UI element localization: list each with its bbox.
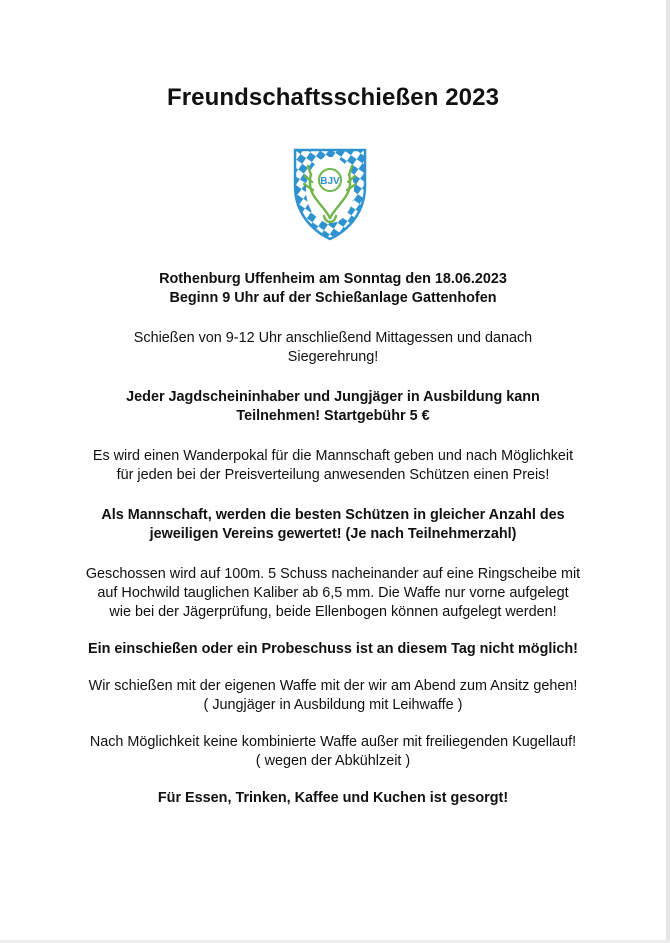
trophy-line-1: Es wird einen Wanderpokal für die Mannschaft geben und nach Möglichkeit: [92, 448, 574, 464]
page-edge-shadow: [666, 0, 670, 943]
no-practice-notice: Ein einschießen oder ein Probeschuss ist an diesem Tag nicht möglich!: [88, 641, 578, 657]
food-notice: Für Essen, Trinken, Kaffee und Kuchen ist gesorgt!: [157, 790, 509, 806]
schedule-line-2: Siegerehrung!: [287, 349, 379, 365]
eligibility-line-1: Jeder Jagdscheininhaber und Jungjäger in Ausbildung kann: [126, 389, 540, 405]
team-line-1: Als Mannschaft, werden die besten Schützen in gleicher Anzahl des: [101, 507, 565, 523]
page-title: Freundschaftsschießen 2023: [166, 84, 500, 111]
combined-weapon-line-2: ( wegen der Abkühlzeit ): [255, 753, 411, 769]
weapon-line-2: ( Jungjäger in Ausbildung mit Leihwaffe ): [203, 697, 463, 713]
event-location: Rothenburg Uffenheim am Sonntag den 18.06.2023: [159, 271, 507, 287]
combined-weapon-line-1: Nach Möglichkeit keine kombinierte Waffe außer mit freiliegenden Kugellauf!: [89, 734, 577, 750]
bjv-logo: [289, 146, 371, 242]
rules-line-1: Geschossen wird auf 100m. 5 Schuss nacheinander auf eine Ringscheibe mit: [85, 566, 581, 582]
trophy-line-2: für jeden bei der Preisverteilung anwesenden Schützen einen Preis!: [116, 467, 550, 483]
logo-text: BJV: [320, 176, 340, 187]
eligibility-line-2: Teilnehmen! Startgebühr 5 €: [236, 408, 430, 424]
rules-line-2: auf Hochwild tauglichen Kaliber ab 6,5 mm. Die Waffe nur vorne aufgelegt: [97, 585, 569, 601]
document-body: [40, 270, 626, 808]
team-line-2: jeweiligen Vereins gewertet! (Je nach Teilnehmerzahl): [149, 526, 517, 542]
schedule-line-1: Schießen von 9-12 Uhr anschließend Mittagessen und danach: [133, 330, 533, 346]
event-start: Beginn 9 Uhr auf der Schießanlage Gattenhofen: [169, 290, 497, 306]
rules-line-3: wie bei der Jägerprüfung, beide Ellenbogen können aufgelegt werden!: [109, 604, 557, 620]
weapon-line-1: Wir schießen mit der eigenen Waffe mit der wir am Abend zum Ansitz gehen!: [88, 678, 578, 694]
